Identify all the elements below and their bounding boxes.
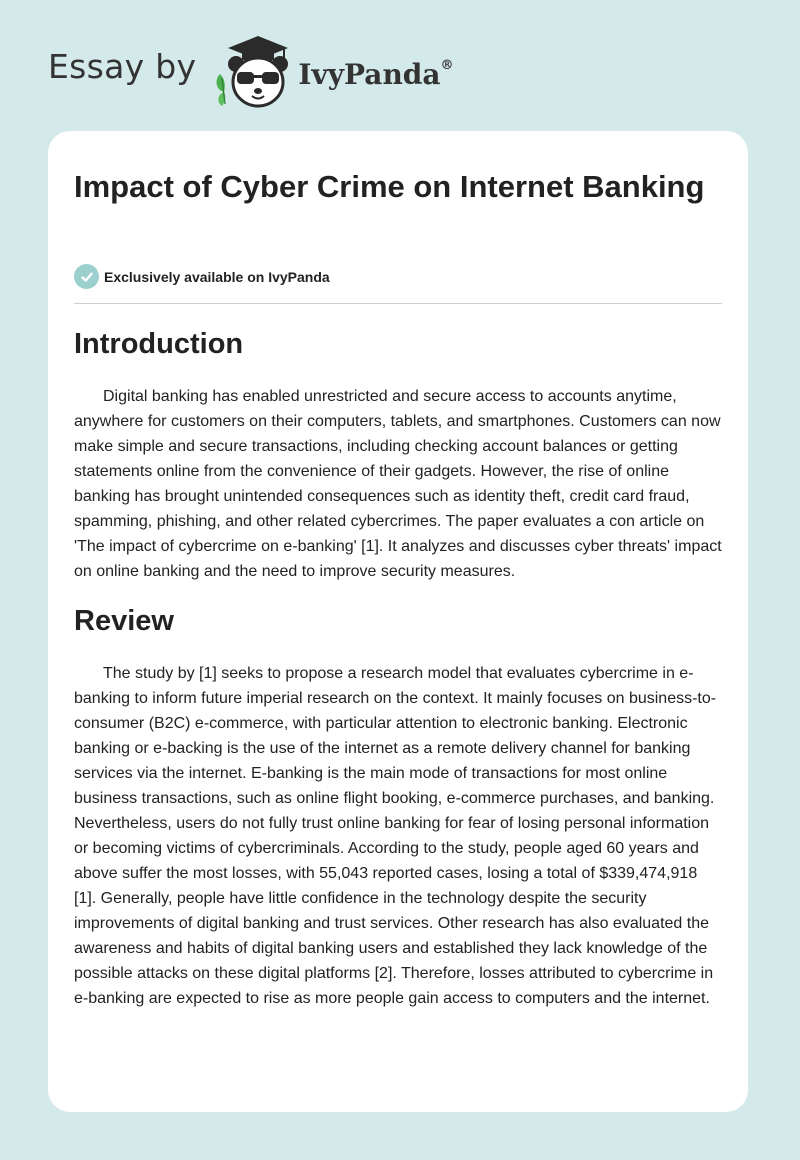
section-heading-introduction: Introduction (74, 328, 244, 360)
divider (74, 303, 722, 304)
exclusive-badge (74, 264, 722, 289)
exclusive-label: Exclusively available on IvyPanda (104, 268, 330, 285)
brand-prefix: Essay by (48, 46, 197, 86)
section-heading-review: Review (74, 605, 174, 637)
panda-mascot-icon (210, 34, 294, 110)
brand-logo[interactable] (48, 34, 468, 110)
brand-name: IvyPanda® (298, 57, 454, 91)
registered-mark: ® (440, 58, 454, 74)
section-body-introduction: Digital banking has enabled unrestricted and secure access to accounts anytime, anywhere for customers on their computers, tablets, and smartphones. Customers can now make simple and secure transactions, including checking account balances or getting statements online from the convenience of their gadgets. However, the rise of online banking has brought unintended consequences such as identity theft, credit card fraud, spamming, phishing, and other related cybercrimes. The paper evaluates a con article on 'The impact of cybercrime on e-banking' [1]. It analyzes and discusses cyber threats' impact on online banking and the need to improve security measures. (74, 388, 722, 580)
essay-card (48, 131, 748, 1112)
check-circle-icon (74, 264, 99, 289)
page-title: Impact of Cyber Crime on Internet Banking (74, 169, 705, 204)
section-body-review: The study by [1] seeks to propose a research model that evaluates cybercrime in e-banking to inform future imperial research on the context. It mainly focuses on business-to-consumer (B2C) e-commerce, with particular attention to electronic banking. Electronic banking or e-backing is the use of the internet as a remote delivery channel for banking services via the internet. E-banking is the main mode of transactions for most online business transactions, such as online flight booking, e-commerce purchases, and banking. Nevertheless, users do not fully trust online banking for fear of losing personal information or becoming victims of cybercriminals. According to the study, people aged 60 years and above suffer the most losses, with 55,043 reported cases, losing a total of $339,474,918 [1]. Generally, people have little confidence in the technology despite the security improvements of digital banking and trust services. Other research has also evaluated the awareness and habits of digital banking users and established they lack knowledge of the possible attacks on these digital platforms [2]. Therefore, losses attributed to cybercrime in e-banking are expected to rise as more people gain access to computers and the internet. (74, 665, 717, 1007)
leaf-icon (217, 74, 226, 106)
